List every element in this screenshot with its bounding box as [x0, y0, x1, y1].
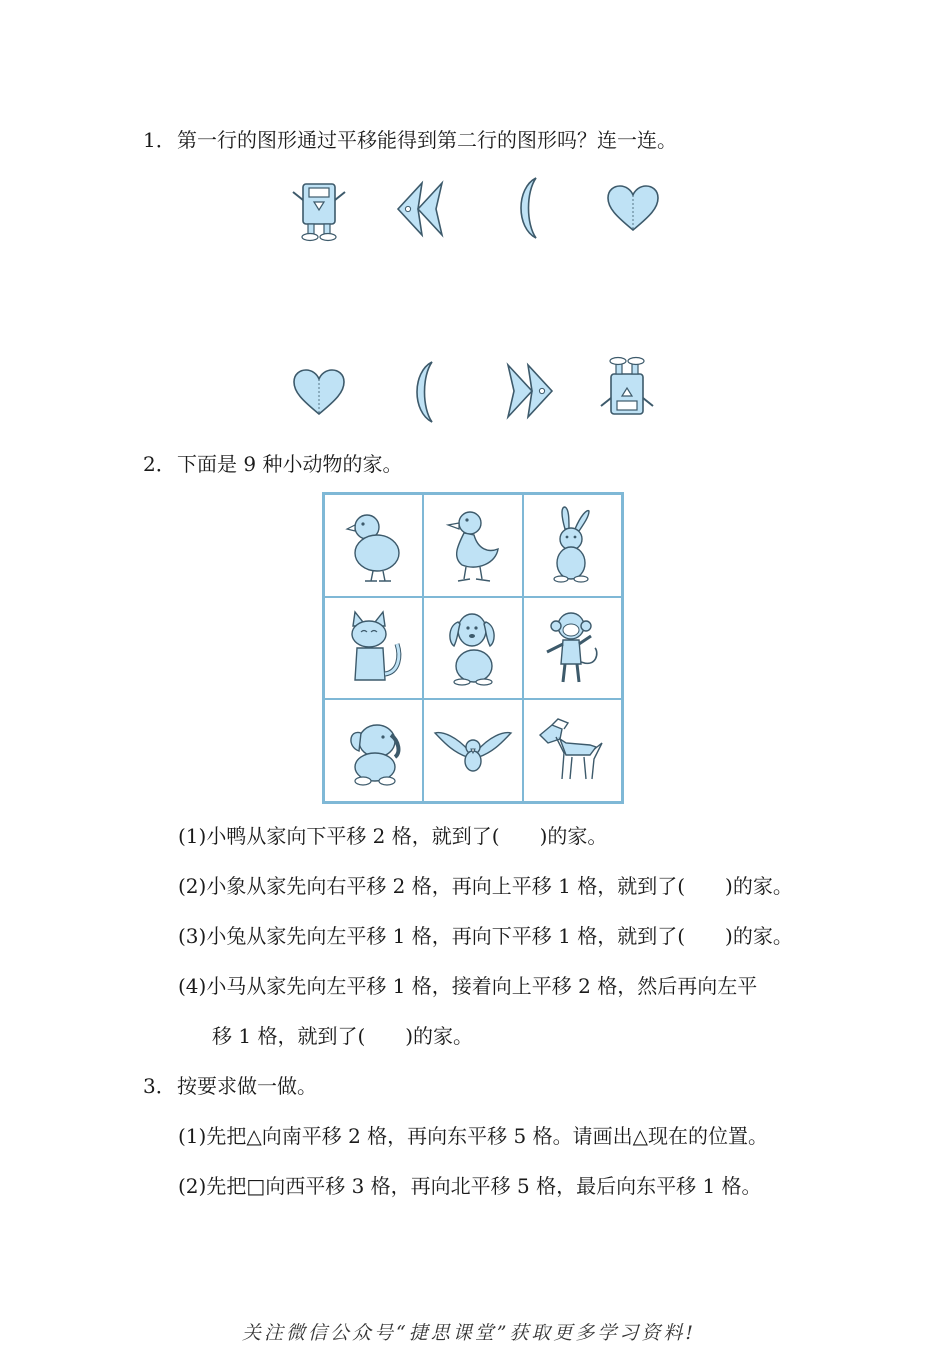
robot-icon: [598, 356, 656, 418]
grid-cell-horse: [523, 699, 622, 802]
double-arrow-fish-left-icon: [396, 180, 446, 238]
double-arrow-fish-right-icon: [504, 362, 554, 420]
question-2-sub-2: (2)小象从家先向右平移 2 格，再向上平移 1 格，就到了( )的家。: [178, 874, 793, 898]
chick-icon: [339, 505, 409, 585]
dog-icon: [438, 608, 508, 688]
question-3-line: [143, 1072, 317, 1100]
grid-cell-chick: [324, 494, 423, 597]
question-3-number: 3．: [143, 1074, 176, 1098]
elephant-icon: [339, 711, 409, 791]
cat-icon: [339, 608, 409, 688]
grid-cell-rabbit: [523, 494, 622, 597]
question-1-number: 1．: [143, 128, 176, 152]
question-2-sub-4-line-2: 移 1 格，就到了( )的家。: [212, 1024, 474, 1048]
grid-cell-bird: [423, 699, 522, 802]
question-3-sub-1: (1)先把△向南平移 2 格，再向东平移 5 格。请画出△现在的位置。: [178, 1124, 768, 1148]
crescent-icon: [512, 176, 542, 240]
horse-icon: [532, 715, 612, 787]
heart-icon: [292, 368, 346, 418]
question-3-text: 按要求做一做。: [177, 1074, 317, 1098]
rabbit-icon: [537, 505, 607, 585]
grid-cell-monkey: [523, 597, 622, 700]
question-1-line: [143, 126, 677, 154]
question-2-sub-4-line-1: (4)小马从家先向左平移 1 格，接着向上平移 2 格，然后再向左平: [178, 974, 758, 998]
grid-cell-dog: [423, 597, 522, 700]
question-2-number: 2．: [143, 452, 176, 476]
grid-cell-elephant: [324, 699, 423, 802]
crescent-icon: [408, 360, 438, 424]
duck-icon: [438, 505, 508, 585]
question-3-sub-2: (2)先把□向西平移 3 格，再向北平移 5 格，最后向东平移 1 格。: [178, 1174, 762, 1198]
animal-home-grid: [322, 492, 624, 804]
bird-icon: [433, 721, 513, 781]
monkey-icon: [537, 608, 607, 688]
question-2-text: 下面是 9 种小动物的家。: [177, 452, 403, 476]
footer-note: 关注微信公众号“捷思课堂”获取更多学习资料!: [242, 1322, 697, 1344]
robot-icon: [290, 180, 348, 242]
heart-icon: [606, 184, 660, 234]
grid-cell-cat: [324, 597, 423, 700]
question-2-sub-1: (1)小鸭从家向下平移 2 格，就到了( )的家。: [178, 824, 608, 848]
question-2-line: [143, 450, 402, 478]
question-2-sub-3: (3)小兔从家先向左平移 1 格，再向下平移 1 格，就到了( )的家。: [178, 924, 793, 948]
grid-cell-duck: [423, 494, 522, 597]
question-1-text: 第一行的图形通过平移能得到第二行的图形吗？连一连。: [177, 128, 677, 152]
